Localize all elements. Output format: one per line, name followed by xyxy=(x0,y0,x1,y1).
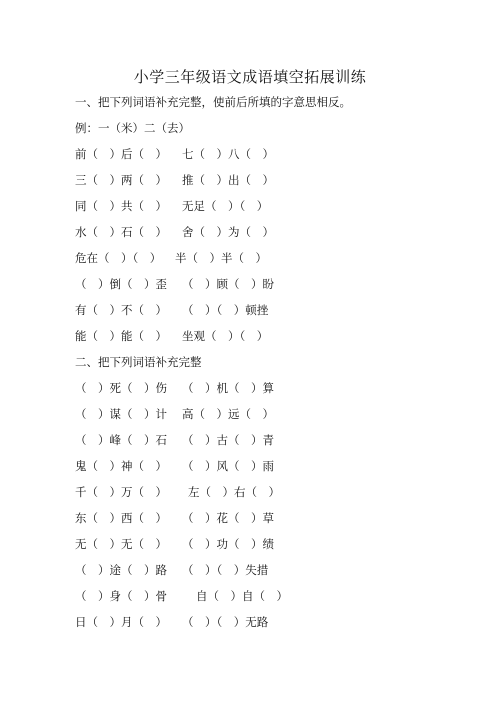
exercise-item: 无足（ ）（ ） xyxy=(182,199,269,213)
exercise-item: （ ）身（ ）骨 xyxy=(75,589,167,603)
exercise-item: （ ）花（ ）草 xyxy=(182,511,274,525)
exercise-item: 三（ ）两（ ） xyxy=(75,173,167,187)
exercise-item: （ ）峰（ ）石 xyxy=(75,433,167,447)
exercise-item: （ ）古（ ）青 xyxy=(182,433,274,447)
exercise-item: 水（ ）石（ ） xyxy=(75,225,167,239)
section-1-example: 例：一（米）二（去） xyxy=(75,121,190,135)
exercise-item: （ ）顾（ ）盼 xyxy=(182,277,274,291)
exercise-item: 坐观（ ）（ ） xyxy=(182,329,269,343)
exercise-item: 危在（ ）（ ） xyxy=(75,251,162,265)
exercise-item: 前（ ）后（ ） xyxy=(75,147,167,161)
exercise-item: （ ）死（ ）伤 xyxy=(75,381,167,395)
exercise-item: 东（ ）西（ ） xyxy=(75,511,167,525)
exercise-item: （ ）风（ ）雨 xyxy=(182,459,274,473)
exercise-item: （ ）（ ）无路 xyxy=(182,615,269,629)
exercise-item: （ ）倒（ ）歪 xyxy=(75,277,167,291)
section-2-heading: 二、把下列词语补充完整 xyxy=(75,355,202,369)
exercise-item: 鬼（ ）神（ ） xyxy=(75,459,167,473)
exercise-item: 左（ ）右（ ） xyxy=(188,485,280,499)
exercise-item: （ ）谋（ ）计 xyxy=(75,407,167,421)
exercise-item: 七（ ）八（ ） xyxy=(182,147,274,161)
section-1-heading: 一、把下列词语补充完整，使前后所填的字意思相反。 xyxy=(75,95,351,109)
exercise-item: （ ）机（ ）算 xyxy=(182,381,274,395)
exercise-item: 高（ ）远（ ） xyxy=(182,407,274,421)
exercise-item: 有（ ）不（ ） xyxy=(75,303,167,317)
exercise-item: 自（ ）自（ ） xyxy=(196,589,288,603)
exercise-item: 千（ ）万（ ） xyxy=(75,485,167,499)
exercise-item: 推（ ）出（ ） xyxy=(182,173,274,187)
exercise-item: （ ）（ ）失措 xyxy=(182,563,269,577)
exercise-item: （ ）（ ）顿挫 xyxy=(182,303,269,317)
exercise-item: 日（ ）月（ ） xyxy=(75,615,167,629)
page-title: 小学三年级语文成语填空拓展训练 xyxy=(133,68,367,86)
exercise-item: 半（ ）半（ ） xyxy=(175,251,267,265)
exercise-item: （ ）功（ ）绩 xyxy=(182,537,274,551)
exercise-item: （ ）途（ ）路 xyxy=(75,563,167,577)
exercise-item: 舍（ ）为（ ） xyxy=(182,225,274,239)
exercise-item: 能（ ）能（ ） xyxy=(75,329,167,343)
exercise-item: 同（ ）共（ ） xyxy=(75,199,167,213)
exercise-item: 无（ ）无（ ） xyxy=(75,537,167,551)
